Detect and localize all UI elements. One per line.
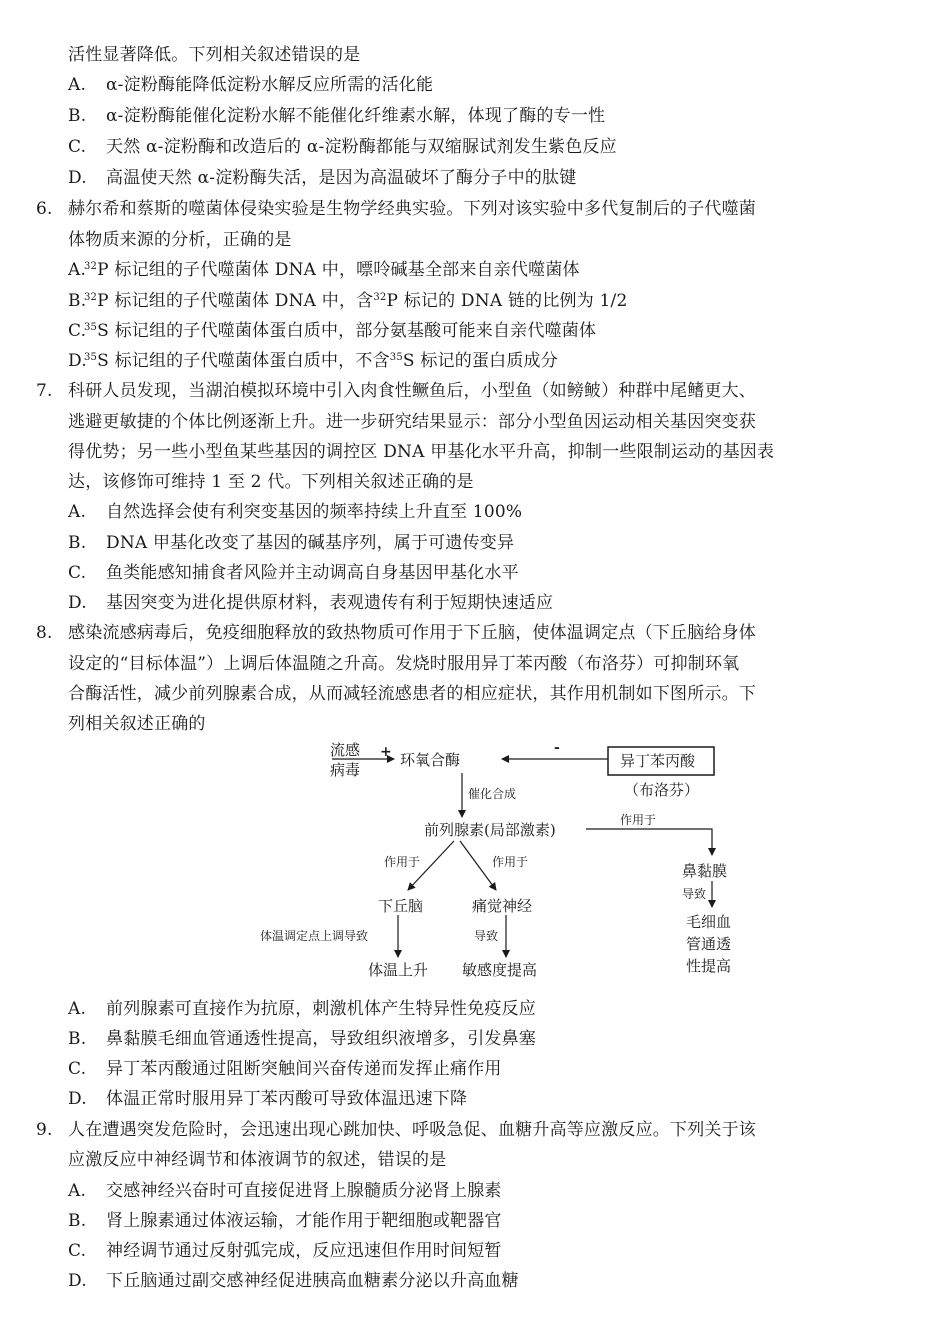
q7-option-b <box>68 530 514 556</box>
q9-option-d <box>68 1268 519 1294</box>
arrow-prostaglandin-to-nasal <box>586 829 712 855</box>
option-label: B. <box>68 106 87 126</box>
q8-stem-line-3: 合酶活性，减少前列腺素合成，从而减轻流感患者的相应症状，其作用机制如下图所示。下 <box>68 684 756 704</box>
label-leads-to-capillary: 导致 <box>682 887 707 901</box>
arrow-prostaglandin-to-pain-nerve <box>460 841 496 890</box>
q8-stem-line-1 <box>36 620 756 646</box>
option-text: 下丘脑通过副交感神经促进胰高血糖素分泌以升高血糖 <box>106 1271 519 1291</box>
question-stem: 人在遭遇突发危险时，会迅速出现心跳加快、呼吸急促、血糖升高等应激反应。下列关于该 <box>68 1120 756 1140</box>
option-label: A. <box>68 75 87 95</box>
isotope-mass: 32 <box>84 261 98 272</box>
q8-option-c <box>68 1056 502 1082</box>
q7-option-d <box>68 590 553 616</box>
q6-option-c <box>68 318 596 344</box>
q8-stem-line-4: 列相关叙述正确的 <box>68 714 206 734</box>
label-acts-on-pain: 作用于 <box>492 855 529 869</box>
plus-sign: + <box>380 744 392 760</box>
option-label: A. <box>68 999 87 1019</box>
label-capillary-1: 毛细血 <box>686 913 732 931</box>
option-text: 鼻黏膜毛细血管通透性提高，导致组织液增多，引发鼻塞 <box>106 1029 536 1049</box>
option-label: C. <box>68 1059 87 1079</box>
isotope-mass: 32 <box>84 292 98 303</box>
isotope-mass: 35 <box>84 322 98 333</box>
q9-stem-line-1 <box>36 1117 756 1143</box>
option-text: P 标记的 DNA 链的比例为 1/2 <box>386 291 628 311</box>
label-leads-to-sensitivity: 导致 <box>474 929 499 943</box>
option-text: 交感神经兴奋时可直接促进肾上腺髓质分泌肾上腺素 <box>106 1181 502 1201</box>
question-number: 9. <box>36 1120 53 1140</box>
option-text: 神经调节通过反射弧完成，反应迅速但作用时间短暂 <box>106 1241 502 1261</box>
question-number: 8. <box>36 623 53 643</box>
q6-option-a <box>68 257 580 283</box>
option-text: 基因突变为进化提供原材料，表观遗传有利于短期快速适应 <box>106 593 554 613</box>
label-acts-on-nasal: 作用于 <box>620 813 657 827</box>
q8-option-d <box>68 1086 467 1112</box>
q9-option-b <box>68 1208 502 1234</box>
option-text: 异丁苯丙酸通过阻断突触间兴奋传递而发挥止痛作用 <box>106 1059 502 1079</box>
label-nasal-mucosa: 鼻黏膜 <box>682 862 728 880</box>
q8-stem-line-2: 设定的“目标体温”）上调后体温随之升高。发烧时服用异丁苯丙酸（布洛芬）可抑制环氧 <box>68 654 740 674</box>
q5-option-b <box>68 103 605 129</box>
q6-option-b <box>68 288 627 314</box>
q5-option-c <box>68 134 617 160</box>
q5-option-d <box>68 165 576 191</box>
option-text: α-淀粉酶能降低淀粉水解反应所需的活化能 <box>106 75 434 95</box>
label-cox-enzyme: 环氧合酶 <box>400 751 461 769</box>
q7-option-c <box>68 560 519 586</box>
label-ibuprofen-alias: （布洛芬） <box>624 781 700 799</box>
option-text: 高温使天然 α-淀粉酶失活，是因为高温破坏了酶分子中的肽键 <box>106 168 577 188</box>
option-label: A. <box>68 1181 87 1201</box>
option-text: P 标记组的子代噬菌体 DNA 中，嘌呤碱基全部来自亲代噬菌体 <box>97 260 580 280</box>
option-text: S 标记组的子代噬菌体蛋白质中，不含 <box>97 351 390 371</box>
option-text: S 标记的蛋白质成分 <box>402 351 558 371</box>
option-label: D. <box>68 593 87 613</box>
option-label: C. <box>68 137 87 157</box>
label-pain-nerve: 痛觉神经 <box>472 897 533 915</box>
option-label: A. <box>68 260 87 280</box>
q7-stem-line-1 <box>36 378 756 404</box>
option-label: D. <box>68 1089 87 1109</box>
option-label: B. <box>68 533 87 553</box>
label-setpoint-up: 体温调定点上调导致 <box>260 929 369 943</box>
option-label: A. <box>68 502 87 522</box>
label-capillary-2: 管通透 <box>686 935 732 953</box>
option-label: B. <box>68 1211 87 1231</box>
label-hypothalamus: 下丘脑 <box>378 897 424 915</box>
q5-option-a <box>68 72 433 98</box>
question-number: 7. <box>36 381 53 401</box>
option-text: 体温正常时服用异丁苯丙酸可导致体温迅速下降 <box>106 1089 468 1109</box>
option-label: B. <box>68 291 87 311</box>
question-number: 6. <box>36 199 53 219</box>
label-acts-on-hypothalamus: 作用于 <box>384 855 421 869</box>
label-flu-virus-1: 流感 <box>330 741 361 759</box>
q8-option-a <box>68 996 536 1022</box>
option-text: 前列腺素可直接作为抗原，刺激机体产生特异性免疫反应 <box>106 999 536 1019</box>
q6-stem-line-1 <box>36 196 756 222</box>
label-catalyze-synthesis: 催化合成 <box>468 787 517 801</box>
question-stem: 感染流感病毒后，免疫细胞释放的致热物质可作用于下丘脑，使体温调定点（下丘脑给身体 <box>68 623 756 643</box>
q9-stem-line-2: 应激反应中神经调节和体液调节的叙述，错误的是 <box>68 1150 447 1170</box>
q7-stem-line-4: 达，该修饰可维持 1 至 2 代。下列相关叙述正确的是 <box>68 472 474 492</box>
q7-stem-line-3: 得优势；另一些小型鱼某些基因的调控区 DNA 甲基化水平升高，抑制一些限制运动的基因表 <box>68 442 775 462</box>
q9-option-c <box>68 1238 502 1264</box>
label-capillary-3: 性提高 <box>686 957 732 975</box>
option-label: D. <box>68 1271 87 1291</box>
q5-stem-tail: 活性显著降低。下列相关叙述错误的是 <box>68 45 361 65</box>
option-text: 鱼类能感知捕食者风险并主动调高自身基因甲基化水平 <box>106 563 519 583</box>
option-label: D. <box>68 351 87 371</box>
label-flu-virus-2: 病毒 <box>330 761 361 779</box>
q8-option-b <box>68 1026 536 1052</box>
ibuprofen-mechanism-diagram <box>240 735 760 990</box>
option-text: 天然 α-淀粉酶和改造后的 α-淀粉酶都能与双缩脲试剂发生紫色反应 <box>106 137 617 157</box>
label-temp-rise: 体温上升 <box>368 961 429 979</box>
question-stem: 赫尔希和蔡斯的噬菌体侵染实验是生物学经典实验。下列对该实验中多代复制后的子代噬菌 <box>68 199 756 219</box>
label-ibuprofen: 异丁苯丙酸 <box>620 752 696 770</box>
question-stem: 科研人员发现，当湖泊模拟环境中引入肉食性鳜鱼后，小型鱼（如鳑鲏）种群中尾鳍更大、 <box>68 381 756 401</box>
q9-option-a <box>68 1178 502 1204</box>
option-label: C. <box>68 563 87 583</box>
q6-stem-line-2: 体物质来源的分析，正确的是 <box>68 230 292 250</box>
minus-sign: - <box>554 740 560 756</box>
q7-option-a <box>68 499 522 525</box>
option-label: C. <box>68 321 87 341</box>
option-text: P 标记组的子代噬菌体 DNA 中，含 <box>97 291 374 311</box>
isotope-mass: 32 <box>373 292 387 303</box>
isotope-mass: 35 <box>84 352 98 363</box>
isotope-mass: 35 <box>389 352 403 363</box>
option-text: 肾上腺素通过体液运输，才能作用于靶细胞或靶器官 <box>106 1211 502 1231</box>
option-label: D. <box>68 168 87 188</box>
option-text: S 标记组的子代噬菌体蛋白质中，部分氨基酸可能来自亲代噬菌体 <box>97 321 597 341</box>
option-text: α-淀粉酶能催化淀粉水解不能催化纤维素水解，体现了酶的专一性 <box>106 106 606 126</box>
option-label: C. <box>68 1241 87 1261</box>
option-text: DNA 甲基化改变了基因的碱基序列，属于可遗传变异 <box>106 533 515 553</box>
option-text: 自然选择会使有利突变基因的频率持续上升直至 100% <box>106 502 523 522</box>
option-label: B. <box>68 1029 87 1049</box>
q6-option-d <box>68 348 558 374</box>
label-sensitivity-up: 敏感度提高 <box>462 961 538 979</box>
label-prostaglandin: 前列腺素(局部激素) <box>424 821 556 839</box>
q7-stem-line-2: 逃避更敏捷的个体比例逐渐上升。进一步研究结果显示：部分小型鱼因运动相关基因突变获 <box>68 412 756 432</box>
